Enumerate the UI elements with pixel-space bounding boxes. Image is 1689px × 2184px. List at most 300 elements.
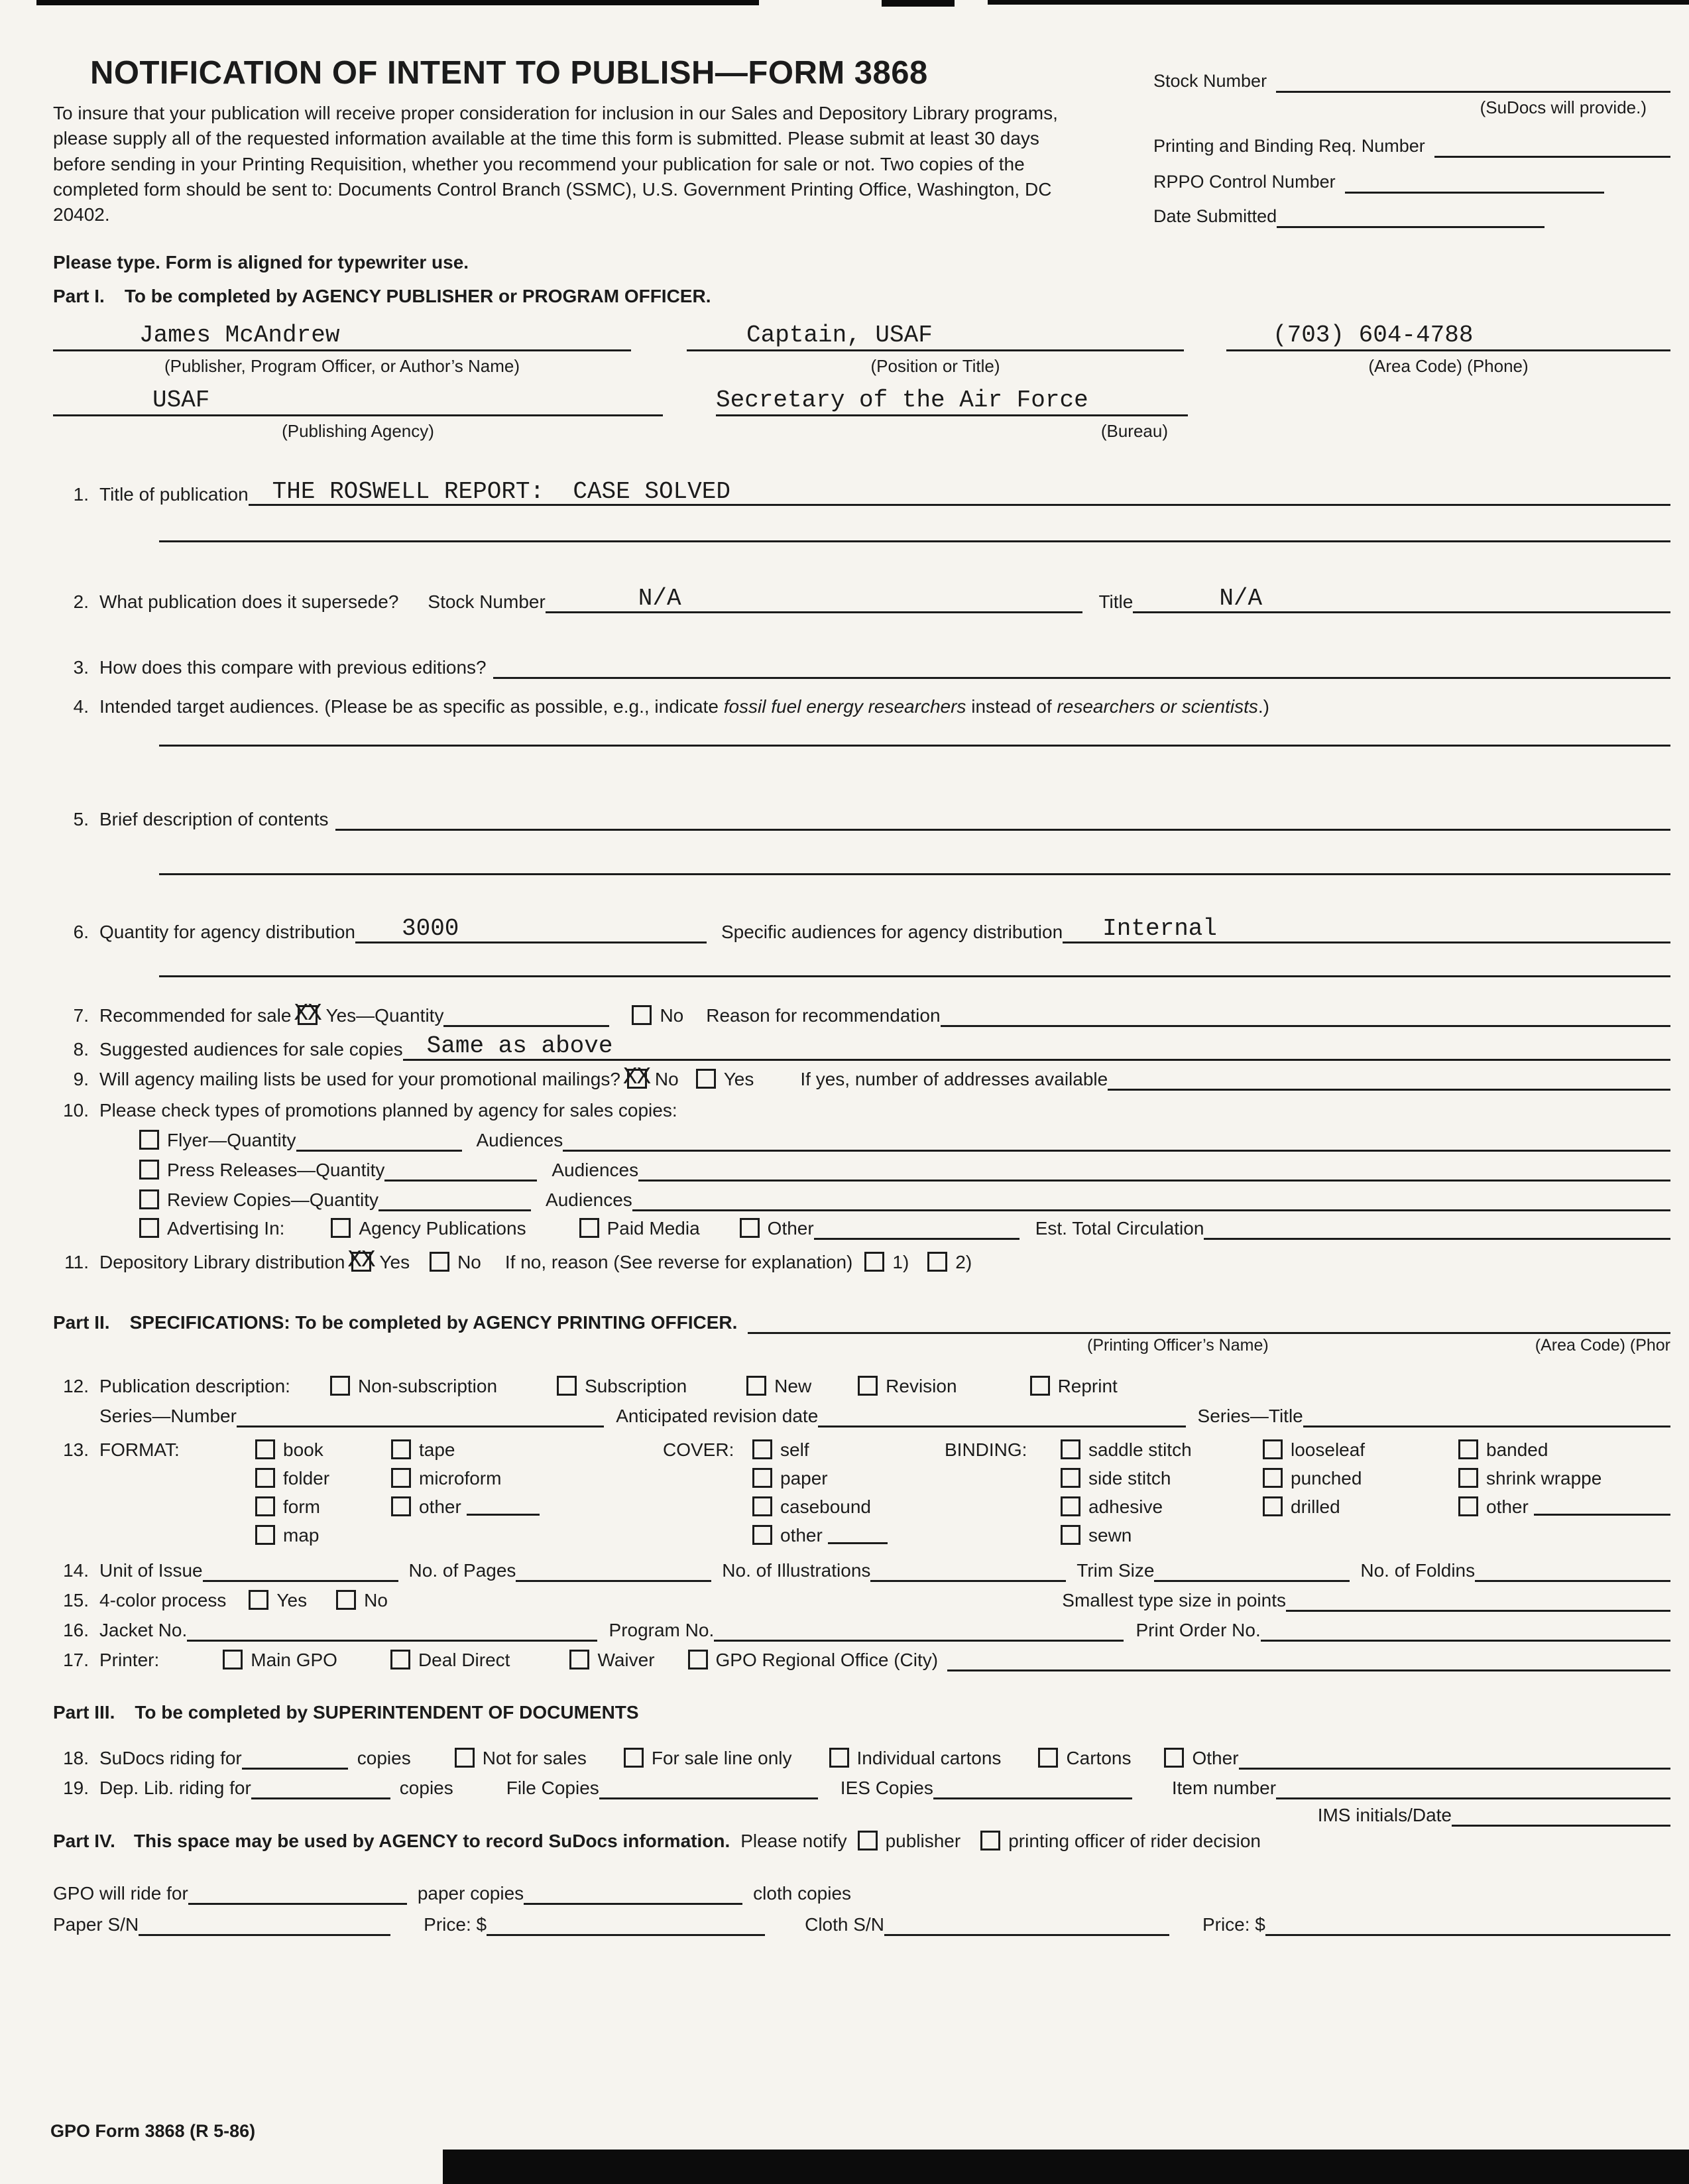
position-title-value: Captain, USAF — [746, 321, 933, 349]
part4-heading — [53, 1829, 1670, 1852]
part3-heading — [53, 1701, 1670, 1724]
question-1 — [53, 479, 1670, 507]
bureau-value: Secretary of the Air Force — [716, 387, 1088, 414]
q10-press-label: Press Releases—Quantity — [167, 1159, 385, 1180]
q12-number: 12. — [63, 1376, 89, 1397]
q7-no-label: No — [660, 1005, 684, 1026]
q8-field[interactable] — [403, 1034, 1670, 1061]
question-13-row-3 — [53, 1495, 1670, 1518]
publisher-name-label: (Publisher, Program Officer, or Author’s Name) — [164, 355, 520, 376]
q6-continuation-line[interactable] — [159, 975, 1670, 977]
binding-shrink-wrapped-checkbox[interactable] — [1458, 1468, 1478, 1488]
binding-looseleaf-label: looseleaf — [1291, 1439, 1366, 1461]
format-tape-label: tape — [419, 1439, 455, 1461]
q15-yes-checkbox[interactable] — [249, 1590, 268, 1610]
q2-title-field[interactable] — [1133, 586, 1670, 613]
binding-saddle-stitch-label: saddle stitch — [1088, 1439, 1192, 1461]
q2-title-label: Title — [1098, 591, 1134, 613]
publisher-name-field[interactable] — [53, 321, 631, 351]
q17-gpo-regional-checkbox[interactable] — [688, 1650, 708, 1669]
q14-pages-label: No. of Pages — [408, 1560, 516, 1581]
q18-other-label: Other — [1192, 1748, 1239, 1769]
q3-number: 3. — [73, 657, 89, 678]
q18-for-sale-line-only-checkbox[interactable] — [624, 1748, 644, 1768]
q2-stock-number-field[interactable] — [546, 586, 1083, 613]
publisher-name-value: James McAndrew — [139, 321, 340, 349]
q14-foldins-label: No. of Foldins — [1360, 1560, 1476, 1581]
cloth-sn-label: Cloth S/N — [805, 1914, 884, 1935]
q8-number: 8. — [73, 1038, 89, 1060]
format-form-label: form — [283, 1496, 320, 1518]
ims-initials-label: IMS initials/Date — [1317, 1805, 1452, 1826]
q19-copies-field[interactable] — [251, 1797, 390, 1799]
q10-press-quantity-field[interactable] — [384, 1180, 537, 1182]
q15-type-size-field[interactable] — [1286, 1610, 1670, 1612]
paper-price-label: Price: $ — [424, 1914, 487, 1935]
q17-regional-city-field[interactable] — [947, 1669, 1670, 1671]
q9-addresses-field[interactable] — [1108, 1089, 1670, 1091]
binding-saddle-stitch-checkbox[interactable] — [1061, 1439, 1080, 1459]
cover-self-checkbox[interactable] — [752, 1439, 772, 1459]
q17-deal-direct-label: Deal Direct — [418, 1650, 510, 1671]
q7-quantity-field[interactable] — [443, 1025, 609, 1027]
part4-heading-text: This space may be used by AGENCY to record SuDocs information. — [133, 1831, 730, 1852]
binding-adhesive-label: adhesive — [1088, 1496, 1163, 1518]
format-folder-checkbox[interactable] — [255, 1468, 275, 1488]
printing-req-number-field[interactable] — [1434, 156, 1670, 158]
q15-type-size-label: Smallest type size in points — [1062, 1590, 1286, 1611]
q1-label: Title of publication — [99, 484, 249, 505]
q12-reprint-checkbox[interactable] — [1030, 1376, 1050, 1396]
question-11 — [53, 1246, 1670, 1274]
date-submitted-field[interactable] — [1277, 226, 1544, 228]
q16-print-order-field[interactable] — [1261, 1640, 1670, 1642]
q10-review-row — [53, 1188, 1670, 1211]
q5-label: Brief description of contents — [99, 809, 329, 830]
phone-label: (Area Code) (Phone) — [1368, 355, 1529, 376]
q16-number: 16. — [63, 1620, 89, 1641]
binding-side-stitch-checkbox[interactable] — [1061, 1468, 1080, 1488]
cover-self-label: self — [780, 1439, 809, 1461]
q10-flyer-row — [53, 1128, 1670, 1152]
q2-stock-number-label: Stock Number — [428, 591, 546, 613]
q3-field[interactable] — [493, 677, 1670, 679]
printing-officer-name-field[interactable] — [748, 1332, 1670, 1334]
q18-copies-label: copies — [357, 1748, 411, 1769]
q14-trim-label: Trim Size — [1077, 1560, 1155, 1581]
q10-press-audiences-label: Audiences — [552, 1159, 639, 1180]
question-19 — [53, 1776, 1670, 1799]
q16-print-order-label: Print Order No. — [1136, 1620, 1261, 1641]
q10-flyer-checkbox[interactable] — [139, 1130, 159, 1150]
part2-sublabels — [53, 1335, 1670, 1356]
q15-yes-label: Yes — [276, 1590, 308, 1611]
q7-yes-xx-mark: XX — [294, 1000, 321, 1028]
q18-number: 18. — [63, 1748, 89, 1769]
q19-file-copies-label: File Copies — [506, 1778, 599, 1799]
stock-price-row — [53, 1913, 1670, 1936]
q12-revision-date-field[interactable] — [818, 1426, 1185, 1427]
q10-paid-media-label: Paid Media — [607, 1217, 700, 1239]
q7-number: 7. — [73, 1005, 89, 1026]
ims-initials-field[interactable] — [1452, 1825, 1670, 1827]
format-microform-label: microform — [419, 1468, 502, 1489]
q12-revision-label: Revision — [886, 1376, 957, 1397]
notify-publisher-label: publisher — [885, 1831, 961, 1852]
question-13-row-4 — [53, 1524, 1670, 1547]
q10-advertising-label: Advertising In: — [167, 1217, 285, 1239]
q10-other-checkbox[interactable] — [740, 1218, 760, 1238]
q12-subscription-checkbox[interactable] — [557, 1376, 577, 1396]
q15-no-label: No — [364, 1590, 388, 1611]
type-instruction: Please type. Form is aligned for typewriter use. — [53, 251, 469, 273]
printing-req-number-label: Printing and Binding Req. Number — [1153, 136, 1425, 156]
part2-number: Part II. — [53, 1311, 110, 1333]
q15-no-checkbox[interactable] — [336, 1590, 356, 1610]
q14-unit-field[interactable] — [203, 1580, 398, 1582]
q4-italic-a: fossil fuel energy researchers — [723, 696, 966, 717]
question-7 — [53, 1000, 1670, 1028]
q18-cartons-label: Cartons — [1066, 1748, 1132, 1769]
binding-banded-checkbox[interactable] — [1458, 1439, 1478, 1459]
format-tape-checkbox[interactable] — [391, 1439, 411, 1459]
binding-punched-checkbox[interactable] — [1263, 1468, 1283, 1488]
q18-individual-cartons-checkbox[interactable] — [829, 1748, 849, 1768]
cover-other-field[interactable] — [828, 1542, 888, 1544]
q9-number: 9. — [73, 1068, 89, 1089]
q1-title-value: THE ROSWELL REPORT: CASE SOLVED — [272, 477, 730, 505]
q12-non-subscription-label: Non-subscription — [357, 1376, 498, 1397]
q13-format-label: FORMAT: — [99, 1439, 180, 1461]
q7-yes-checkbox[interactable] — [294, 1000, 321, 1028]
publishing-agency-label: (Publishing Agency) — [282, 421, 434, 442]
agency-publisher-row-1 — [53, 321, 1670, 377]
q12-new-checkbox[interactable] — [746, 1376, 766, 1396]
sudocs-note: (SuDocs will provide.) — [1480, 97, 1647, 117]
q10-flyer-audiences-label: Audiences — [476, 1129, 563, 1150]
q12-reprint-label: Reprint — [1057, 1376, 1118, 1397]
format-form-checkbox[interactable] — [255, 1496, 275, 1516]
q11-number: 11. — [64, 1251, 89, 1272]
q12-series-title-field[interactable] — [1303, 1426, 1670, 1427]
binding-drilled-label: drilled — [1291, 1496, 1340, 1518]
format-book-checkbox[interactable] — [255, 1439, 275, 1459]
binding-sewn-label: sewn — [1088, 1525, 1132, 1546]
q17-waiver-label: Waiver — [597, 1650, 655, 1671]
q14-illustrations-label: No. of Illustrations — [722, 1560, 871, 1581]
format-other-field[interactable] — [467, 1514, 540, 1516]
notify-printing-officer-label: printing officer of rider decision — [1008, 1831, 1261, 1852]
q10-paid-media-checkbox[interactable] — [579, 1218, 599, 1238]
q5-number: 5. — [73, 809, 89, 830]
position-title-label: (Position or Title) — [870, 355, 1000, 376]
q19-file-copies-field[interactable] — [599, 1797, 818, 1799]
binding-shrink-wrapped-label: shrink wrappe — [1486, 1468, 1602, 1489]
question-8 — [53, 1034, 1670, 1061]
printing-officer-name-label: (Printing Officer’s Name) — [1087, 1335, 1269, 1355]
binding-sewn-checkbox[interactable] — [1061, 1525, 1080, 1545]
paper-sn-label: Paper S/N — [53, 1914, 139, 1935]
binding-adhesive-checkbox[interactable] — [1061, 1496, 1080, 1516]
q11-no-checkbox[interactable] — [430, 1252, 449, 1272]
q9-no-label: No — [654, 1068, 679, 1089]
header-right — [1153, 56, 1670, 228]
q19-item-number-field[interactable] — [1276, 1797, 1670, 1799]
part4-notify-label: Please notify — [740, 1831, 847, 1852]
format-other-label: other — [419, 1496, 461, 1518]
question-12 — [53, 1374, 1670, 1398]
binding-looseleaf-checkbox[interactable] — [1263, 1439, 1283, 1459]
q19-number: 19. — [63, 1778, 89, 1799]
cover-paper-label: paper — [780, 1468, 828, 1489]
question-15 — [53, 1589, 1670, 1612]
q2-title-value: N/A — [1219, 585, 1263, 613]
q19-ies-copies-field[interactable] — [933, 1797, 1132, 1799]
q11-reason1-label: 1) — [892, 1251, 909, 1272]
q9-yes-label: Yes — [723, 1068, 754, 1089]
q10-flyer-label: Flyer—Quantity — [167, 1129, 296, 1150]
q9-addresses-label: If yes, number of addresses available — [800, 1068, 1108, 1089]
scan-artifact-bottom-bar — [443, 2150, 1689, 2184]
publishing-agency-field[interactable] — [53, 386, 663, 416]
q18-other-field[interactable] — [1239, 1768, 1670, 1770]
part1-number: Part I. — [53, 285, 105, 306]
q16-jacket-field[interactable] — [187, 1640, 597, 1642]
cloth-price-field[interactable] — [1265, 1934, 1670, 1936]
q8-value: Same as above — [426, 1032, 613, 1060]
paper-price-field[interactable] — [487, 1934, 765, 1936]
binding-punched-label: punched — [1291, 1468, 1362, 1489]
q13-binding-label: BINDING: — [945, 1439, 1027, 1461]
phone-field[interactable] — [1226, 321, 1670, 351]
q16-program-label: Program No. — [609, 1620, 715, 1641]
q1-continuation-line[interactable] — [159, 540, 1670, 542]
q2-stock-number-value: N/A — [638, 585, 681, 613]
q4-label — [99, 695, 1269, 718]
q16-jacket-label: Jacket No. — [99, 1620, 188, 1641]
q12-non-subscription-checkbox[interactable] — [330, 1376, 350, 1396]
part4-number: Part IV. — [53, 1831, 115, 1852]
printing-officer-phone-label: (Area Code) (Phor — [1535, 1335, 1670, 1355]
q4-text-a: Intended target audiences. (Please be as specific as possible, e.g., indicate — [99, 696, 724, 717]
question-14 — [53, 1559, 1670, 1582]
q11-yes-checkbox[interactable] — [347, 1246, 375, 1274]
q3-label: How does this compare with previous editions? — [99, 657, 487, 678]
cover-casebound-label: casebound — [780, 1496, 872, 1518]
q14-trim-field[interactable] — [1154, 1580, 1350, 1582]
q10-advertising-checkbox[interactable] — [139, 1218, 159, 1238]
q14-number: 14. — [63, 1560, 89, 1581]
q12-revision-date-label: Anticipated revision date — [616, 1406, 819, 1427]
q7-no-checkbox[interactable] — [632, 1005, 652, 1025]
q10-other-field[interactable] — [814, 1238, 1019, 1240]
binding-drilled-checkbox[interactable] — [1263, 1496, 1283, 1516]
bureau-field[interactable] — [716, 386, 1188, 416]
q12-series-number-field[interactable] — [237, 1426, 604, 1427]
q10-flyer-audiences-field[interactable] — [563, 1150, 1670, 1152]
q10-review-audiences-label: Audiences — [546, 1189, 632, 1210]
q10-review-quantity-field[interactable] — [379, 1209, 531, 1211]
q10-number: 10. — [63, 1099, 89, 1121]
q12-series-title-label: Series—Title — [1197, 1406, 1303, 1427]
question-16 — [53, 1618, 1670, 1642]
q17-label: Printer: — [99, 1650, 160, 1671]
q14-pages-field[interactable] — [516, 1580, 711, 1582]
q11-reason2-label: 2) — [955, 1251, 972, 1272]
q10-press-audiences-field[interactable] — [638, 1180, 1670, 1182]
q7-yes-label: Yes—Quantity — [325, 1005, 444, 1026]
cloth-price-label: Price: $ — [1202, 1914, 1265, 1935]
q18-copies-field[interactable] — [242, 1768, 348, 1770]
rppo-control-number-field[interactable] — [1345, 192, 1604, 194]
q10-advertising-row — [53, 1217, 1670, 1240]
q10-flyer-quantity-field[interactable] — [296, 1150, 462, 1152]
part2-heading — [53, 1311, 1670, 1334]
q9-no-checkbox[interactable] — [622, 1063, 651, 1091]
question-9 — [53, 1063, 1670, 1091]
paper-sn-field[interactable] — [139, 1934, 390, 1936]
q5-field[interactable] — [335, 829, 1670, 831]
q16-program-field[interactable] — [714, 1640, 1124, 1642]
q15-label: 4-color process — [99, 1590, 227, 1611]
agency-publisher-row-2 — [53, 386, 1670, 442]
q6-number: 6. — [73, 922, 89, 943]
q5-continuation-line[interactable] — [159, 873, 1670, 875]
paper-copies-label: paper copies — [417, 1883, 524, 1904]
q14-foldins-field[interactable] — [1475, 1580, 1670, 1582]
q10-review-audiences-field[interactable] — [632, 1209, 1670, 1211]
q10-review-label: Review Copies—Quantity — [167, 1189, 379, 1210]
question-3 — [53, 656, 1670, 679]
q10-other-label: Other — [767, 1217, 814, 1239]
phone-value: (703) 604-4788 — [1273, 321, 1474, 349]
binding-other-checkbox[interactable] — [1458, 1496, 1478, 1516]
q11-reason1-checkbox[interactable] — [864, 1252, 884, 1272]
q13-number: 13. — [63, 1439, 89, 1461]
form-header — [53, 56, 1670, 228]
question-4 — [53, 695, 1670, 718]
part2-heading-text: SPECIFICATIONS: To be completed by AGENCY PRINTING OFFICER. — [129, 1311, 738, 1333]
cover-paper-checkbox[interactable] — [752, 1468, 772, 1488]
q7-reason-label: Reason for recommendation — [706, 1005, 941, 1026]
cover-other-checkbox[interactable] — [752, 1525, 772, 1545]
q10-est-circulation-field[interactable] — [1204, 1238, 1670, 1240]
q15-number: 15. — [63, 1590, 89, 1611]
q10-agency-publications-label: Agency Publications — [359, 1217, 526, 1239]
q14-unit-label: Unit of Issue — [99, 1560, 203, 1581]
q4-text-b: instead of — [966, 696, 1057, 717]
binding-banded-label: banded — [1486, 1439, 1548, 1461]
q6-audience-label: Specific audiences for agency distribution — [721, 922, 1063, 943]
q11-reason2-checkbox[interactable] — [927, 1252, 947, 1272]
q18-cartons-checkbox[interactable] — [1038, 1748, 1058, 1768]
q17-main-gpo-label: Main GPO — [251, 1650, 337, 1671]
q10-est-circulation-label: Est. Total Circulation — [1035, 1217, 1204, 1239]
q18-not-for-sales-checkbox[interactable] — [455, 1748, 475, 1768]
q12-revision-checkbox[interactable] — [858, 1376, 878, 1396]
rppo-control-number-label: RPPO Control Number — [1153, 172, 1336, 192]
format-folder-label: folder — [283, 1468, 330, 1489]
part3-number: Part III. — [53, 1702, 115, 1723]
q11-yes-xx-mark: XX — [347, 1246, 375, 1274]
form-title: NOTIFICATION OF INTENT TO PUBLISH—FORM 3868 — [90, 55, 928, 91]
q1-title-field[interactable] — [249, 479, 1670, 507]
q9-yes-checkbox[interactable] — [696, 1069, 716, 1089]
q11-yes-label: Yes — [379, 1251, 410, 1272]
q18-other-checkbox[interactable] — [1164, 1748, 1184, 1768]
cover-casebound-checkbox[interactable] — [752, 1496, 772, 1516]
q7-reason-field[interactable] — [941, 1025, 1670, 1027]
stock-number-field[interactable] — [1276, 91, 1670, 93]
q6-quantity-label: Quantity for agency distribution — [99, 922, 355, 943]
question-2 — [53, 586, 1670, 613]
q10-agency-publications-checkbox[interactable] — [331, 1218, 351, 1238]
q10-review-checkbox[interactable] — [139, 1189, 159, 1209]
notify-publisher-checkbox[interactable] — [858, 1831, 878, 1850]
question-6 — [53, 916, 1670, 943]
part1-heading — [53, 284, 1670, 308]
q6-quantity-field[interactable] — [355, 916, 707, 943]
binding-other-field[interactable] — [1534, 1514, 1670, 1516]
q2-label: What publication does it supersede? — [99, 591, 399, 613]
gpo-cloth-copies-field[interactable] — [524, 1903, 742, 1905]
format-microform-checkbox[interactable] — [391, 1468, 411, 1488]
q8-label: Suggested audiences for sale copies — [99, 1038, 403, 1060]
q2-number: 2. — [73, 591, 89, 613]
notify-printing-officer-checkbox[interactable] — [980, 1831, 1000, 1850]
q6-audience-value: Internal — [1102, 915, 1217, 943]
q14-illustrations-field[interactable] — [870, 1580, 1066, 1582]
q1-number: 1. — [73, 484, 89, 505]
format-map-checkbox[interactable] — [255, 1525, 275, 1545]
q9-label: Will agency mailing lists be used for your promotional mailings? — [99, 1068, 620, 1089]
cloth-copies-label: cloth copies — [753, 1883, 852, 1904]
q4-text-c: .) — [1257, 696, 1269, 717]
q17-waiver-checkbox[interactable] — [569, 1650, 589, 1669]
intro-text: To insure that your publication will receive proper consideration for inclusion in our Sales and Depository Library programs, please supply all of the requested information available at the time this form is submitted. Please submit at least 30 days before sending in your Printing Requisition, whether you recommend your publication for sale or not. Two copies of the completed form should be sent to: Documents Control Branch (SSMC), U.S. Government Printing Office, Washington, DC 20402. — [53, 102, 1058, 225]
q7-label: Recommended for sale — [99, 1005, 292, 1026]
gpo-paper-copies-field[interactable] — [188, 1903, 407, 1905]
q19-ies-copies-label: IES Copies — [840, 1778, 933, 1799]
q17-deal-direct-checkbox[interactable] — [390, 1650, 410, 1669]
q10-press-row — [53, 1158, 1670, 1182]
q6-audience-field[interactable] — [1063, 916, 1670, 943]
q10-label: Please check types of promotions planned by agency for sales copies: — [99, 1099, 677, 1121]
cloth-sn-field[interactable] — [884, 1934, 1169, 1936]
format-other-checkbox[interactable] — [391, 1496, 411, 1516]
header-left — [53, 56, 1153, 228]
q4-field-line[interactable] — [159, 745, 1670, 747]
gpo-ride-row — [53, 1882, 1670, 1905]
q12-label: Publication description: — [99, 1376, 290, 1397]
binding-side-stitch-label: side stitch — [1088, 1468, 1171, 1489]
q17-number: 17. — [63, 1650, 89, 1671]
q18-individual-cartons-label: Individual cartons — [856, 1748, 1002, 1769]
part3-heading-text: To be completed by SUPERINTENDENT OF DOCUMENTS — [135, 1702, 639, 1723]
question-13-row-1 — [53, 1438, 1670, 1461]
q4-italic-b: researchers or scientists — [1057, 696, 1258, 717]
gpo-ride-label: GPO will ride for — [53, 1883, 188, 1904]
bureau-label: (Bureau) — [1100, 421, 1168, 442]
date-submitted-label: Date Submitted — [1153, 206, 1277, 226]
q17-main-gpo-checkbox[interactable] — [223, 1650, 243, 1669]
q17-gpo-regional-label: GPO Regional Office (City) — [715, 1650, 939, 1671]
q13-cover-label: COVER: — [663, 1439, 734, 1461]
publishing-agency-value: USAF — [152, 387, 210, 414]
position-title-field[interactable] — [687, 321, 1184, 351]
q10-press-checkbox[interactable] — [139, 1160, 159, 1180]
stock-number-label: Stock Number — [1153, 71, 1267, 91]
